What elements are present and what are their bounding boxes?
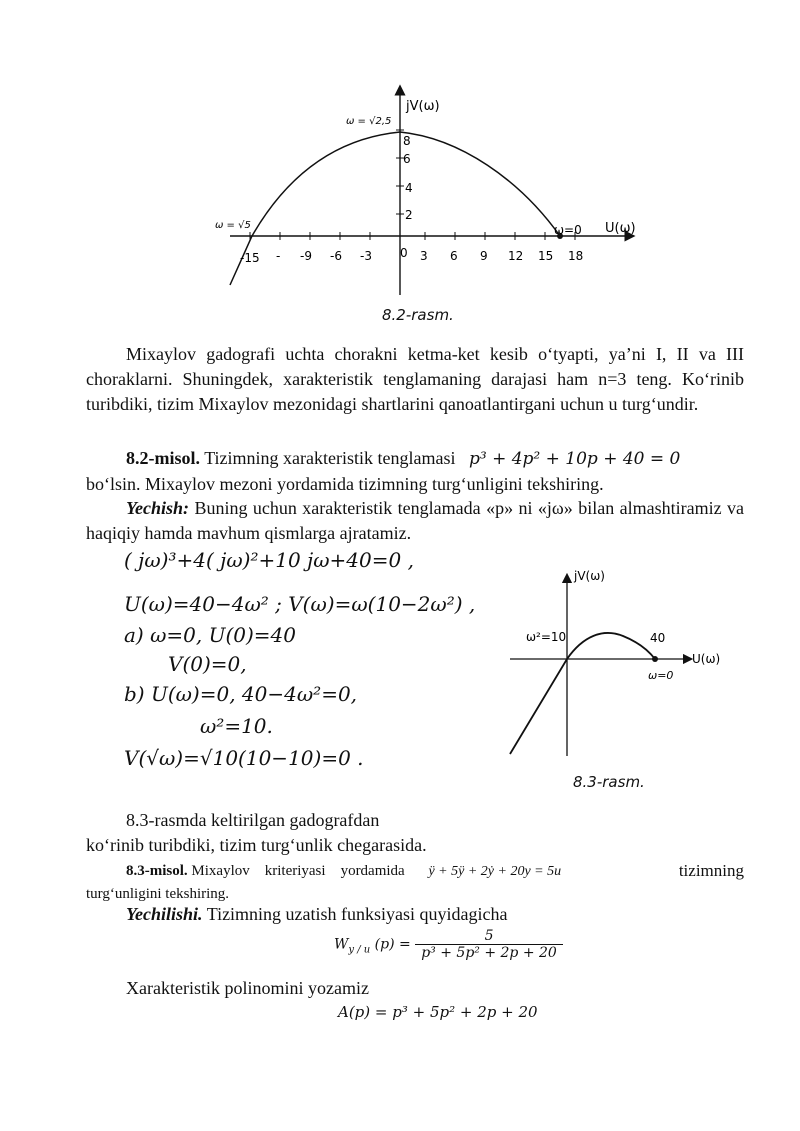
y-tick-6: 6: [403, 152, 411, 166]
y-tick-2: 2: [405, 208, 413, 222]
x-tick: -15: [240, 251, 260, 265]
hodograph-curve: [510, 633, 655, 754]
x-axis-label: U(ω): [605, 221, 636, 236]
annotation-left: ω²=10: [526, 630, 567, 644]
math-line-6: ω²=10.: [200, 714, 273, 738]
y-tick-8: 8: [403, 134, 411, 148]
polynomial: A(p) = p³ + 5p² + 2p + 20: [338, 1003, 538, 1021]
x-tick: 3: [420, 249, 428, 263]
solution-8-3: [86, 902, 744, 927]
example-8-2-equation: p³ + 4p² + 10p + 40 = 0: [468, 449, 681, 469]
tf-fraction: [415, 928, 563, 961]
example-8-2: [86, 446, 744, 497]
tf-arg: (p) =: [374, 936, 411, 953]
polynomial-intro-block: [86, 976, 744, 1001]
math-line-5: b) U(ω)=0, 40−4ω²=0,: [124, 682, 358, 706]
figure-8-3-caption: 8.3-rasm.: [573, 773, 645, 791]
example-8-3-label: 8.3-misol.: [126, 863, 188, 879]
x-axis-label: U(ω): [692, 652, 721, 666]
example-8-2-label: 8.2-misol.: [126, 448, 200, 468]
math-line-1: ( jω)³+4( jω)²+10 jω+40=0 ,: [124, 548, 414, 572]
annotation-top: ω = √2,5: [346, 116, 392, 127]
tf-denominator: p³ + 5p² + 2p + 20: [421, 945, 557, 961]
example-8-3-equation: ÿ + 5ÿ + 2ẏ + 20y = 5u: [428, 864, 562, 879]
math-line-2: U(ω)=40−4ω² ; V(ω)=ω(10−2ω²) ,: [124, 592, 476, 616]
solution-text: Buning uchun xarakteristik tenglamada «p» ni «jω» bilan almashtiramiz va haqiqiy hamda mavhum qismlarga ajratamiz.: [86, 498, 745, 543]
x-tick: 9: [480, 249, 488, 263]
x-tick: 0: [400, 246, 408, 260]
end-point: [652, 656, 658, 662]
solution: [86, 496, 744, 546]
x-tick: 15: [538, 249, 554, 263]
example-8-3-line-2: turg‘unligini tekshiring.: [86, 886, 230, 902]
x-tick: -9: [300, 249, 312, 263]
math-line-7: V(√ω)=√10(10−10)=0 .: [124, 746, 364, 770]
x-tick: 6: [450, 249, 458, 263]
y-axis-label: jV(ω): [574, 569, 605, 583]
tf-subscript: y / u: [348, 944, 371, 956]
example-8-2-text: Tizimning xarakteristik tenglamasi: [204, 448, 456, 468]
figure-8-3: [498, 566, 738, 766]
paragraph-2-line-2: ko‘rinib turibdiki, tizim turg‘unlik chegarasida.: [86, 835, 427, 855]
paragraph-2b: [86, 833, 744, 858]
polynomial-intro: Xarakteristik polinomini yozamiz: [126, 978, 369, 998]
figure-8-2: [200, 80, 660, 300]
paragraph-2: [86, 808, 506, 833]
figure-8-2-caption: 8.2-rasm.: [382, 306, 454, 324]
y-tick-4: 4: [405, 181, 413, 195]
solution-label: Yechish:: [126, 498, 189, 518]
example-8-3: [86, 860, 744, 905]
x-tick: -3: [360, 249, 372, 263]
transfer-function: [334, 928, 563, 961]
paragraph-2-line-1: 8.3-rasmda keltirilgan gadografdan: [126, 810, 380, 830]
math-line-4: V(0)=0,: [168, 652, 247, 676]
x-tick: -: [276, 249, 281, 263]
paragraph-1-text: Mixaylov gadografi uchta chorakni ketma-ket kesib o‘tyapti, ya’ni I, II va III choraklarni. Shuningdek, xarakteristik tenglamaning darajasi ham n=3 teng. Ko‘rinib turibdiki, tizim Mixaylov mezonidagi shartlarini qanoatlantirgani uchun u turg‘undir.: [86, 344, 744, 414]
annotation-left: ω = √5: [215, 220, 251, 231]
x-tick: 18: [568, 249, 584, 263]
annotation-right: ω=0: [554, 223, 582, 237]
solution-8-3-label: Yechilishi.: [126, 904, 203, 924]
paragraph-1: [86, 342, 744, 417]
math-line-3: a) ω=0, U(0)=40: [124, 623, 296, 647]
example-8-2-text-after: bo‘lsin. Mixaylov mezoni yordamida tizimning turg‘unligini tekshiring.: [86, 474, 604, 494]
x-tick: 12: [508, 249, 524, 263]
solution-8-3-text: Tizimning uzatish funksiyasi quyidagicha: [206, 904, 508, 924]
tf-numerator: 5: [415, 928, 563, 945]
annotation-right: 40: [650, 631, 666, 645]
example-8-3-text: Mixaylov kriteriyasi yordamida: [191, 863, 405, 879]
x-tick: -6: [330, 249, 342, 263]
y-axis-label: jV(ω): [406, 99, 440, 114]
tf-lhs: W: [334, 936, 349, 953]
example-8-3-text-after: tizimning: [678, 861, 744, 880]
annotation-bottom: ω=0: [648, 669, 674, 682]
